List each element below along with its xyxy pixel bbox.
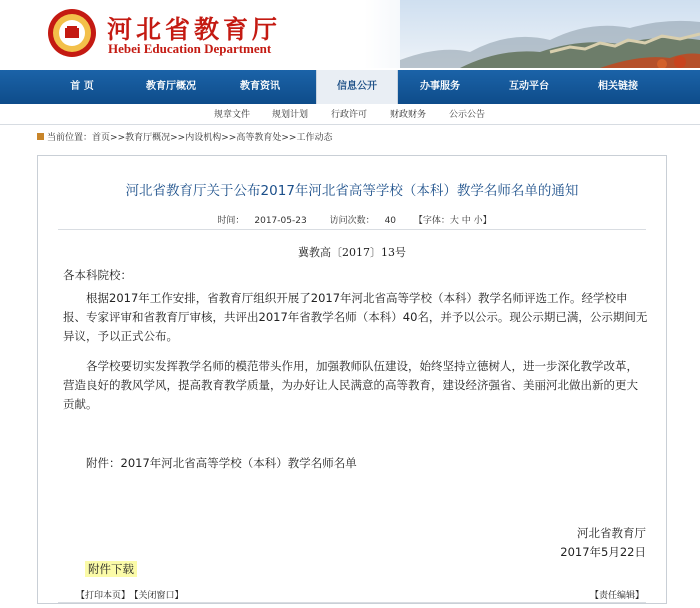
attachment-download-link[interactable]: 附件下载 (85, 561, 137, 577)
close-window-button[interactable]: 【关闭窗口】 (134, 591, 184, 601)
sub-navigation (0, 104, 700, 124)
breadcrumb-higher-education-office[interactable]: 高等教育处 (236, 133, 282, 143)
body-paragraph-1: 根据2017年工作安排，省教育厅组织开展了2017年河北省高等学校（本科）教学名师评选工作。经学校申报、专家评审和省教育厅审核，共评出2017年省教学名师（本科）40名，并予以公示。现公示期已满，公示期间无异议，予以正式公布。 (63, 291, 648, 343)
attachment-note: 附件：2017年河北省高等学校（本科）教学名师名单 (86, 456, 357, 470)
breadcrumb-home[interactable]: 首页 (92, 133, 111, 143)
document-number: 冀教高〔2017〕13号 (298, 246, 406, 259)
article-title: 河北省教育厅关于公布2017年河北省高等学校（本科）教学名师名单的通知 (125, 183, 579, 199)
breadcrumb-separator: >> (110, 133, 126, 143)
nav-information-disclosure[interactable]: 信息公开 (316, 70, 398, 106)
print-page-button[interactable]: 【打印本页】 (76, 591, 131, 601)
subnav-divider (0, 124, 700, 125)
breadcrumb-label: 当前位置： (47, 133, 93, 143)
site-header (0, 0, 700, 68)
visit-count-label: 访问次数： (329, 216, 375, 226)
great-wall-banner-image (400, 0, 700, 68)
main-navigation (0, 70, 700, 106)
article-meta (38, 213, 666, 226)
font-size-switcher[interactable]: 【字体：大 中 小】 (413, 216, 492, 226)
visit-count-value: 40 (384, 216, 397, 226)
article-container (37, 155, 667, 604)
breadcrumb-work-updates[interactable]: 工作动态 (296, 133, 333, 143)
meta-divider (58, 229, 646, 230)
breadcrumb-internal-departments[interactable]: 内设机构 (185, 133, 222, 143)
breadcrumb-separator: >> (281, 133, 297, 143)
signature-date: 2017年5月22日 (560, 545, 646, 559)
nav-department-overview[interactable]: 教育厅概况 (146, 81, 196, 92)
subnav-finance[interactable]: 财政财务 (390, 110, 427, 120)
signature-organization: 河北省教育厅 (577, 526, 646, 540)
subnav-administrative-license[interactable]: 行政许可 (331, 110, 368, 120)
breadcrumb-separator: >> (170, 133, 186, 143)
footer-divider (58, 602, 646, 603)
body-paragraph-2: 各学校要切实发挥教学名师的模范带头作用，加强教师队伍建设，始终坚持立德树人，进一步深化教学改革，营造良好的教风学风，提高教育教学质量，为办好让人民满意的高等教育，建设经济强省、美丽河北做出新的更大贡献。 (63, 359, 638, 411)
publish-time-label: 时间： (217, 216, 245, 226)
subnav-plans[interactable]: 规划计划 (272, 110, 309, 120)
location-marker-icon (37, 133, 44, 140)
salutation: 各本科院校： (63, 268, 132, 282)
article-footer-actions (76, 588, 188, 601)
site-title-english: Hebei Education Department (108, 41, 272, 56)
responsible-editor-link[interactable]: 【责任编辑】 (589, 591, 644, 601)
breadcrumb (37, 130, 667, 144)
subnav-announcements[interactable]: 公示公告 (449, 110, 486, 120)
nav-education-news[interactable]: 教育资讯 (240, 81, 280, 92)
publish-time-value: 2017-05-23 (254, 216, 307, 226)
site-title: 河北省教育厅 (107, 15, 282, 44)
breadcrumb-separator: >> (221, 133, 237, 143)
education-department-seal-logo (47, 8, 97, 58)
nav-related-links[interactable]: 相关链接 (598, 81, 638, 92)
breadcrumb-department-overview[interactable]: 教育厅概况 (125, 133, 171, 143)
nav-services[interactable]: 办事服务 (420, 81, 460, 92)
subnav-regulations[interactable]: 规章文件 (214, 110, 251, 120)
nav-home[interactable]: 首 页 (70, 81, 94, 92)
nav-interaction-platform[interactable]: 互动平台 (509, 81, 549, 92)
